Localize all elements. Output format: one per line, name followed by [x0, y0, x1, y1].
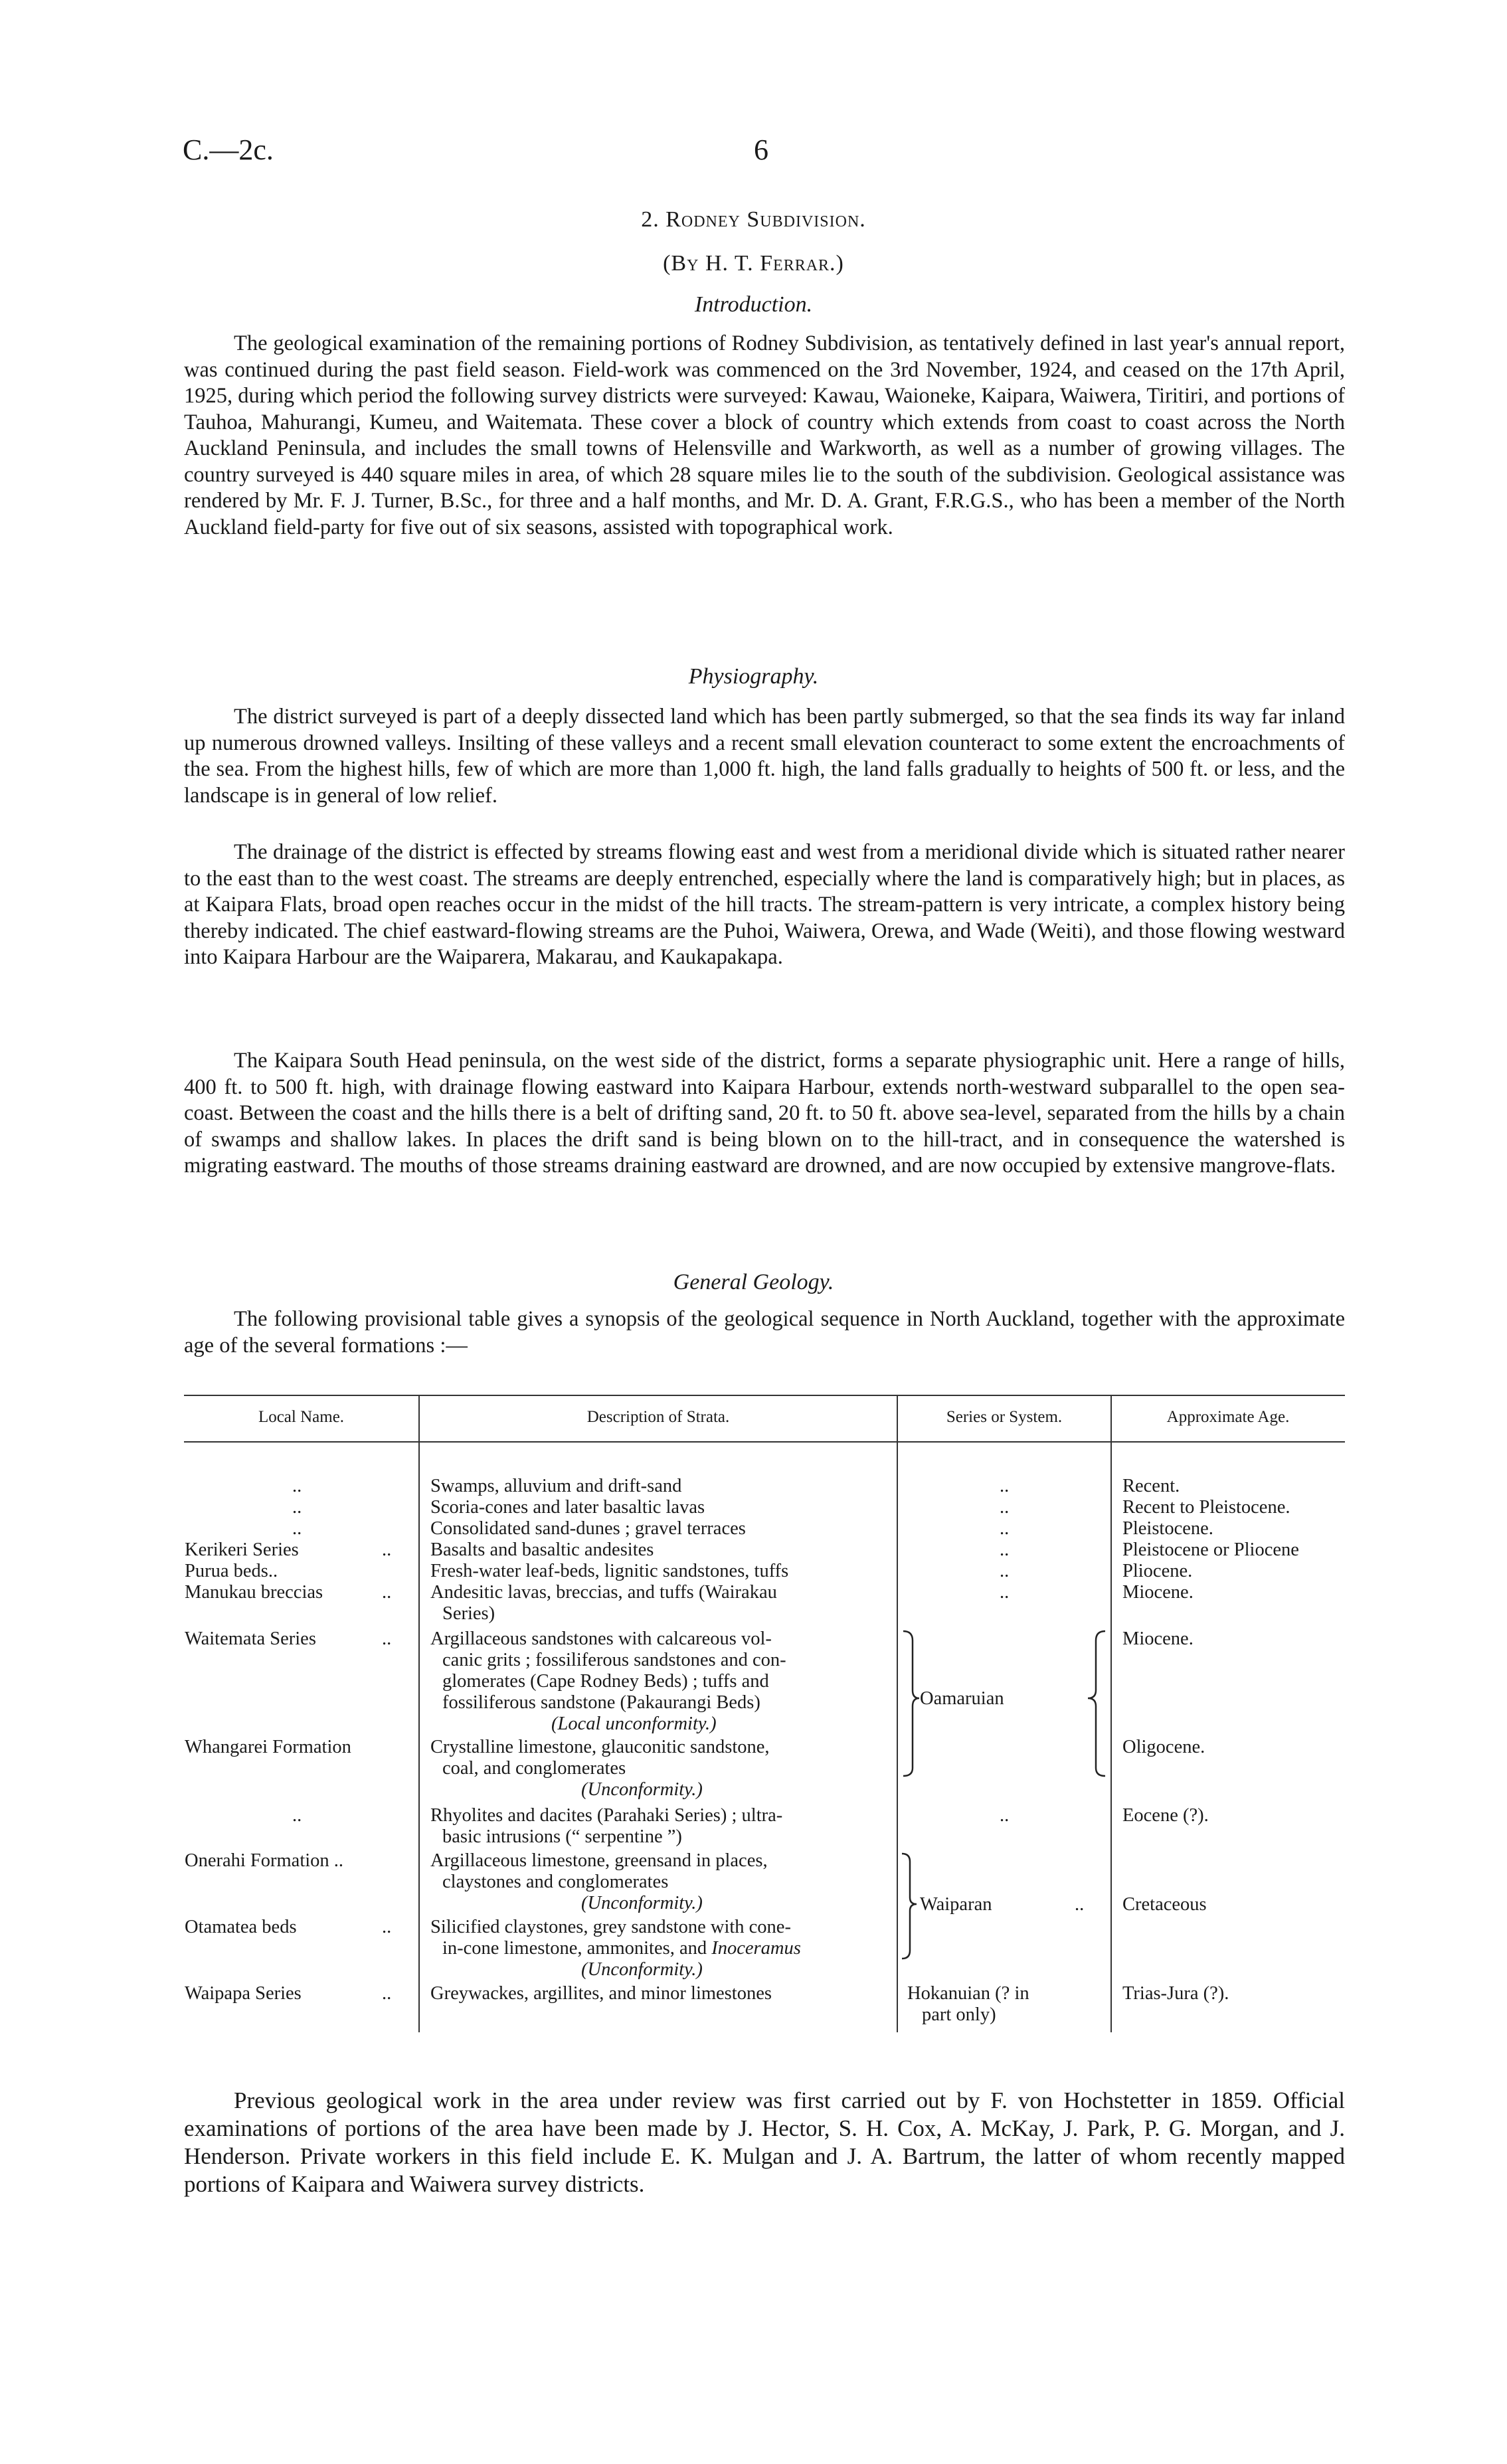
table-row-description: Series) [442, 1603, 495, 1624]
table-row-local-name: Manukau breccias [185, 1582, 323, 1603]
header-series: Series or System. [946, 1408, 1063, 1426]
table-row-dots: .. [292, 1476, 302, 1496]
section-title: 2. Rodney Subdivision. [641, 207, 866, 232]
physiography-heading: Physiography. [688, 664, 819, 689]
table-row-dots: .. [382, 1582, 392, 1603]
table-row-dots: .. [292, 1518, 302, 1539]
table-row-description: Fresh-water leaf-beds, lignitic sandstones, tuffs [430, 1561, 789, 1581]
table-row-description: Scoria-cones and later basaltic lavas [430, 1497, 705, 1518]
header-age: Approximate Age. [1166, 1408, 1290, 1426]
table-row-series: Hokanuian (? in [907, 1983, 1029, 2004]
table-row-age: Recent to Pleistocene. [1122, 1497, 1290, 1518]
author-byline: (By H. T. Ferrar.) [663, 251, 844, 276]
introduction-heading: Introduction. [694, 292, 813, 317]
table-row-age: Pleistocene or Pliocene [1122, 1540, 1299, 1560]
table-row-local-name: Whangarei Formation [185, 1737, 351, 1757]
physiography-paragraph-2: The drainage of the district is effected by streams flowing east and west from a meridional divide which is situated rather nearer to the east than to the west coast. The streams are deeply entrenched, especially where the land is comparatively high; but in places, as at Kaipara Flats, broad open reaches occur in the midst of the hill tracts. The stream-pattern is very intricate, a complex history being thereby indicated. The chief eastward-flowing streams are the Puhoi, Waiwera, Orewa, and Wade (Weiti), and those flowing westward into Kaipara Harbour are the Waiparera, Makarau, and Kaukapakapa. [184, 840, 1345, 969]
physiography-paragraph-1: The district surveyed is part of a deeply dissected land which has been partly submerged, so that the sea finds its way far inland up numerous drowned valleys. Insilting of these valleys and a recent small elevation counteract to some extent the encroachments of the sea. From the highest hills, few of which are more than 1,000 ft. high, the land falls gradually to heights of 500 ft. or less, and the landscape is in general of low relief. [184, 705, 1345, 808]
table-row-dots: .. [382, 1628, 392, 1649]
table-row-description: canic grits ; fossiliferous sandstones and con- [442, 1650, 786, 1670]
table-row-description: fossiliferous sandstone (Pakaurangi Beds) [442, 1692, 760, 1713]
table-row-description: Crystalline limestone, glauconitic sandstone, [430, 1737, 770, 1757]
table-row-dots: .. [292, 1497, 302, 1518]
age-cretaceous: Cretaceous [1122, 1894, 1207, 1915]
description-genus: Inoceramus [711, 1938, 801, 1959]
table-row-age: Recent. [1122, 1476, 1180, 1496]
table-row-description: coal, and conglomerates [442, 1758, 626, 1779]
unconformity-note: (Unconformity.) [581, 1779, 703, 1800]
table-row-age: Trias-Jura (?). [1122, 1983, 1229, 2004]
general-geology-heading: General Geology. [673, 1270, 834, 1294]
table-row-dots: .. [1000, 1582, 1010, 1603]
table-row-dots: .. [382, 1983, 392, 2004]
description-text: in-cone limestone, ammonites, and [442, 1938, 712, 1959]
table-row-age: Eocene (?). [1122, 1805, 1209, 1826]
table-row-description: Silicified claystones, grey sandstone with cone- [430, 1917, 791, 1937]
table-row-dots: .. [1000, 1476, 1010, 1496]
table-row-local-name: Waitemata Series [185, 1628, 316, 1649]
table-column-rule [418, 1395, 420, 2032]
table-row-description: glomerates (Cape Rodney Beds) ; tuffs and [442, 1671, 769, 1692]
table-row-local-name: Otamatea beds [185, 1917, 297, 1937]
table-row-description: Andesitic lavas, breccias, and tuffs (Wairakau [430, 1582, 777, 1603]
table-row-dots: .. [1000, 1518, 1010, 1539]
table-row-dots: .. [1000, 1561, 1010, 1581]
table-row-dots: .. [1000, 1497, 1010, 1518]
table-row-description: Basalts and basaltic andesites [430, 1540, 654, 1560]
table-row-local-name: Kerikeri Series [185, 1540, 299, 1560]
table-row-description [442, 1938, 801, 1960]
previous-work-paragraph: Previous geological work in the area under review was first carried out by F. von Hochstetter in 1859. Official examinations of portions of the area have been made by J. Hector, S. H. Cox, A. McKay, J. Park, P. G. Morgan, and J. Henderson. Private workers in this field include E. K. Mulgan and J. A. Bartrum, the latter of whom recently mapped portions of Kaipara and Waiwera survey districts. [184, 2087, 1345, 2197]
table-top-rule [184, 1395, 1345, 1396]
table-row-dots: .. [382, 1540, 392, 1560]
table-row-local-name: Waipapa Series [185, 1983, 302, 2004]
unconformity-note: (Unconformity.) [581, 1959, 703, 1980]
unconformity-note: (Unconformity.) [581, 1893, 703, 1913]
table-row-description: Swamps, alluvium and drift-sand [430, 1476, 682, 1496]
table-row-dots: .. [1075, 1894, 1085, 1915]
table-row-dots: .. [1000, 1540, 1010, 1560]
header-local-name: Local Name. [258, 1408, 345, 1426]
table-row-dots: .. [292, 1805, 302, 1826]
table-row-dots: .. [382, 1917, 392, 1937]
series-waiparan: Waiparan [920, 1894, 992, 1915]
table-row-description: Greywackes, argillites, and minor limestones [430, 1983, 772, 2004]
table-column-rule [1110, 1395, 1112, 2032]
table-row-age: Pliocene. [1122, 1561, 1193, 1581]
document-reference: C.—2c. [183, 133, 274, 166]
table-row-description: basic intrusions (“ serpentine ”) [442, 1826, 682, 1847]
table-row-age: Pleistocene. [1122, 1518, 1213, 1539]
table-row-age: Miocene. [1122, 1582, 1194, 1603]
series-oamaruian: Oamaruian [920, 1688, 1004, 1709]
table-row-description: Rhyolites and dacites (Parahaki Series) ; ultra- [430, 1805, 783, 1826]
introduction-paragraph: The geological examination of the remaining portions of Rodney Subdivision, as tentatively defined in last year's annual report, was continued during the past field season. Field-work was commenced on the 3rd November, 1924, and ceased on the 17th April, 1925, during which period the following survey districts were surveyed: Kawau, Waioneke, Kaipara, Waiwera, Tiritiri, and portions of Tauhoa, Mahurangi, Kumeu, and Waitemata. These cover a block of country which extends from coast to coast across the North Auckland Peninsula, and includes the small towns of Helensville and Warkworth, as well as a number of growing villages. The country surveyed is 440 square miles in area, of which 28 square miles lie to the south of the subdivision. Geological assistance was rendered by Mr. F. J. Turner, B.Sc., for three and a half months, and Mr. D. A. Grant, F.R.G.S., who has been a member of the North Auckland field-party for five out of six seasons, assisted with topographical work. [184, 331, 1345, 539]
table-row-age: Oligocene. [1122, 1737, 1205, 1757]
table-row-local-name: Onerahi Formation .. [185, 1850, 344, 1871]
table-row-age: Miocene. [1122, 1628, 1194, 1649]
header-description: Description of Strata. [586, 1408, 730, 1426]
table-header-rule [184, 1441, 1345, 1443]
table-row-series: part only) [922, 2004, 996, 2025]
page-number: 6 [754, 133, 768, 166]
unconformity-note: (Local unconformity.) [551, 1714, 717, 1734]
physiography-paragraph-3: The Kaipara South Head peninsula, on the west side of the district, forms a separate physiographic unit. Here a range of hills, 400 ft. to 500 ft. high, with drainage flowing eastward into Kaipara Harbour, extends north-westward subparallel to the open sea-coast. Between the coast and the hills there is a belt of drifting sand, 20 ft. to 50 ft. above sea-level, separated from the hills by a chain of swamps and shallow lakes. In places the drift sand is being blown on to the hill-tract, and in consequence the watershed is migrating eastward. The mouths of those streams draining eastward are drowned, and are now occupied by extensive mangrove-flats. [184, 1049, 1345, 1178]
general-geology-intro: The following provisional table gives a synopsis of the geological sequence in North Auckland, together with the approximate age of the several formations :— [184, 1307, 1345, 1358]
table-row-description: Consolidated sand-dunes ; gravel terraces [430, 1518, 746, 1539]
table-row-description: claystones and conglomerates [442, 1872, 669, 1892]
table-row-description: Argillaceous sandstones with calcareous vol- [430, 1628, 772, 1649]
table-row-description: Argillaceous limestone, greensand in places, [430, 1850, 768, 1871]
table-row-local-name: Purua beds.. [185, 1561, 278, 1581]
table-row-dots: .. [1000, 1805, 1010, 1826]
